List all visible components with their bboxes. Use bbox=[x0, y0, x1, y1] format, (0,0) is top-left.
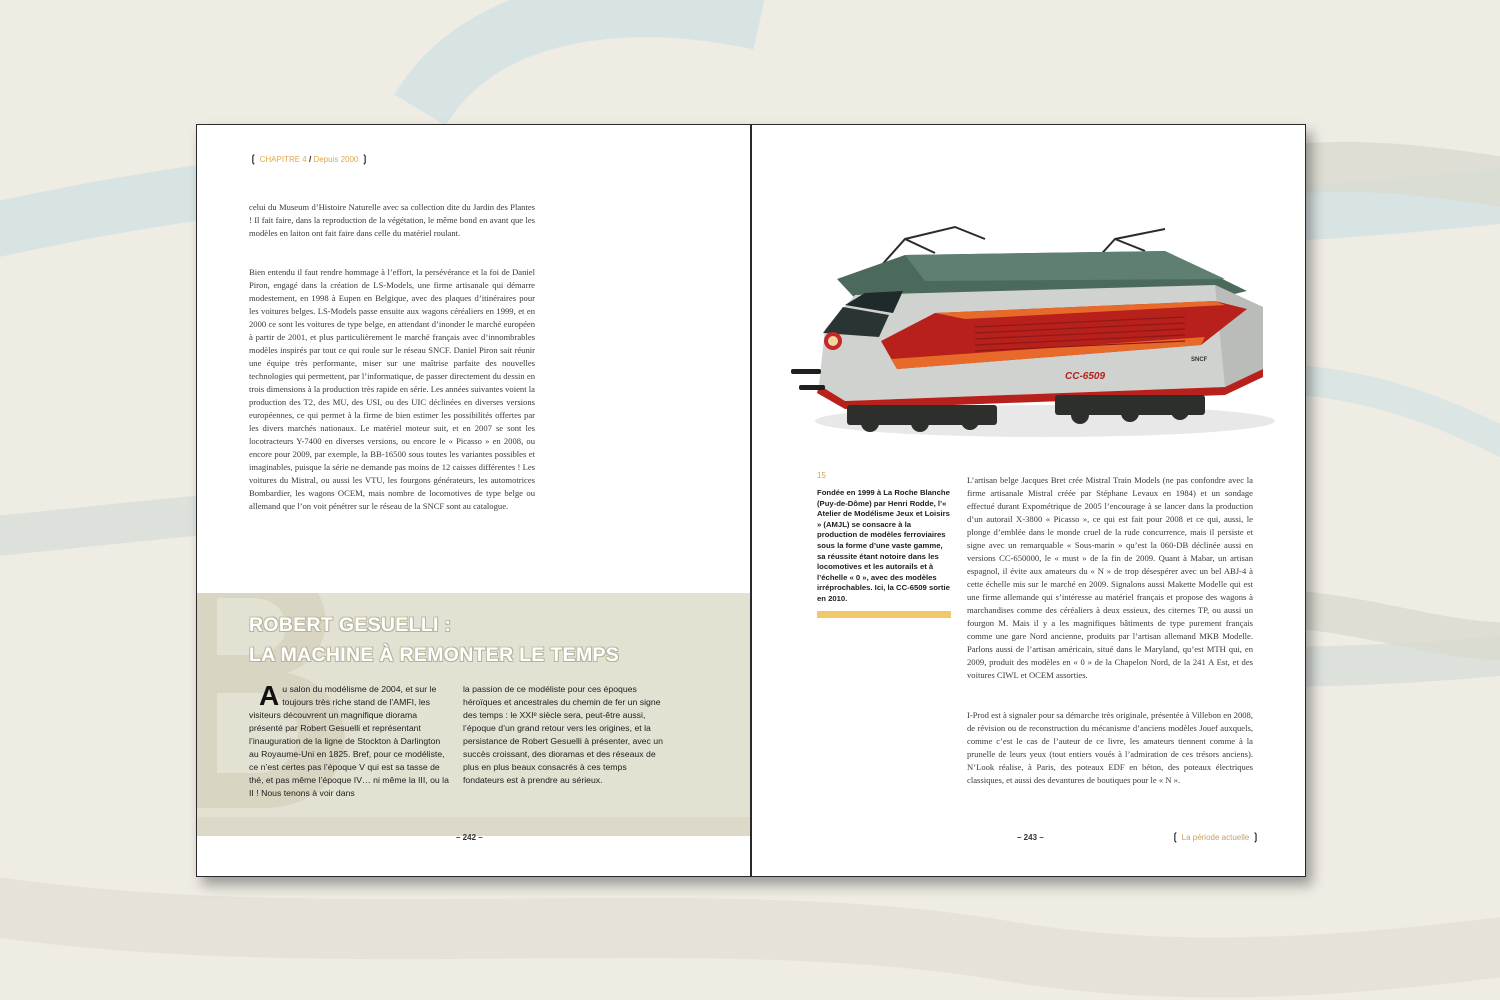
caption-number: 15 bbox=[817, 471, 826, 480]
section-label: Depuis 2000 bbox=[313, 155, 359, 164]
caption-accent-bar bbox=[817, 611, 951, 618]
body-paragraph: L’artisan belge Jacques Bret crée Mistral Train Models (ne pas confondre avec la firme artisanale Mistral créée par Stéphane Levaux en 1984) et un sondage effectué durant Expométrique de 2005 l’encourage à se lancer dans la production d’un autorail X-3800 « Picasso », ce qui est fait pour 2008 et ce qui, aussi, le plonge d’emblée dans le monde cruel de la rude concurrence, mais il persiste et signe avec un remarquable « Sous-marin » qu’est la 060-DB déclinée aussi en versions CC-650000, le « must » de la fin de 2009. Quant à Mabar, un artisan espagnol, il évite aux amateurs du « N » de trop désespérer avec un bel ABJ-4 à cette échelle mis sur le marché en 2009. Signalons aussi Makette Modelle qui est une firme allemande qui s’intéresse au matériel français et propose des wagons à marchandises comme des céréaliers à deux essieux, des citernes TP, ou aussi un fourgon M. Mais il y a les magnifiques bâtiments de type purement français comme une gare Nord ancienne, produits par l’artisan allemand MKB Modelle. Parlons aussi de l’artisan américain, situé dans le Maryland, qu’est MTH qui, en 2009, produit des modèles en « 0 » de la Chapelon Nord, de la 241 A Est, et des voitures CIWL et OCEM assorties. bbox=[967, 475, 1253, 680]
body-paragraph: I-Prod est à signaler pour sa démarche très originale, présentée à Villebon en 2008, de révision ou de reconstruction du mécanisme d’anciens modèles Jouef auxquels, comme c’est le cas de l’auteur de ce livre, les amateurs tiennent comme à la prunelle de leurs yeux (tout entiers voués à l’admiration de ces trésors anciens). N’Look réalise, à Paris, des poteaux EDF en béton, des poteaux électriques classiques, et aussi des devantures de boutiques pour le « N ». bbox=[967, 710, 1253, 785]
loco-brand-label: SNCF bbox=[1191, 357, 1208, 363]
running-foot bbox=[1171, 832, 1260, 843]
bracket-open-icon: ❲ bbox=[249, 154, 258, 165]
running-foot-label: La période actuelle bbox=[1181, 833, 1250, 842]
section-title-line: LA MACHINE À REMONTER LE TEMPS bbox=[249, 644, 620, 666]
right-page bbox=[751, 125, 1305, 876]
bracket-open-icon: ❲ bbox=[1171, 832, 1180, 843]
locomotive-photo bbox=[785, 209, 1285, 449]
intro-column-2: la passion de ce modéliste pour ces époques héroïques et ancestrales du chemin de fer un signe des temps : le XXIᵉ siècle sera, peut-être aussi, l’époque d’un grand retour vers les origines, et la persistance de Robert Gesuelli à présenter, avec un succès croissant, des dioramas et des réseaux de plus en plus beaux consacrés à ces temps fondateurs est à prendre au sérieux. bbox=[463, 684, 663, 785]
chapter-label: CHAPITRE 4 bbox=[259, 155, 307, 164]
loco-number-label: CC-6509 bbox=[1065, 371, 1106, 382]
body-paragraph: celui du Museum d’Histoire Naturelle avec sa collection dite du Jardin des Plantes ! Il fait faire, dans la reproduction de la végétation, le même bond en avant que les modèles en laiton ont fait faire dans celle du matériel roulant. bbox=[249, 202, 535, 238]
body-paragraph: Bien entendu il faut rendre hommage à l’effort, la persévérance et la foi de Daniel Piron, engagé dans la création de LS-Models, une firme artisanale qui démarre modestement, en 1998 à Eupen en Belgique, avec des plaques d’itinéraires pour les voitures belges. LS-Models passe ensuite aux wagons céréaliers en 1999, et en 2000 ce sont les voitures de type belge, en attendant d’inonder le marché européen à partir de 2001, et plus particulièrement le marché français avec d’innombrables modèles inspirés par tout ce qui roule sur le réseau SNCF. Daniel Piron sait réunir une équipe très performante, miser sur une maîtrise parfaite des nouvelles technologies qui permettent, par l’informatique, de passer directement du dessin en trois dimensions à la production très rapide en série. Les années suivantes voient la production des T2, des MU, des USI, ou des UIC déclinées en diverses versions européennes, ce qui permet à la firme de bien estimer les possibilités offertes par les divers marchés nationaux. Le matériel moteur suit, et en 2007 se sont les locotracteurs Y-7400 en diverses versions, ou encore le « Picasso » en 2008, ou encore pour 2009, par exemple, la BB-16500 sous toutes les variantes possibles et imaginables, puisque la série ne demande pas moins de 12 caisses différentes ! Les voitures du Mistral, ou aussi les VTU, les fourgons générateurs, les automotrices Bombardier, les wagons OCEM, mais nombre de locomotives de type belge ou allemand que l’on voit pénétrer sur le réseau de la SNCF sont au catalogue. bbox=[249, 267, 535, 511]
page-number: – 243 – bbox=[1017, 833, 1044, 842]
running-head bbox=[249, 154, 369, 165]
photo-caption: Fondée en 1999 à La Roche Blanche (Puy-de-Dôme) par Henri Rodde, l’« Atelier de Modélisme Jeux et Loisirs » (AMJL) se consacre à la production de modèles ferroviaires sous la forme d’une vaste gamme, sa réussite étant notoire dans les locomotives et les autorails et à l’échelle « 0 », avec des modèles irréprochables. Ici, la CC-6509 sortie en 2010. bbox=[817, 488, 950, 603]
left-page bbox=[197, 125, 750, 876]
drop-cap: A bbox=[259, 680, 280, 711]
separator-slash-icon: / bbox=[308, 155, 312, 164]
page-number: – 242 – bbox=[456, 833, 483, 842]
bracket-close-icon: ❳ bbox=[360, 154, 369, 165]
bracket-close-icon: ❳ bbox=[1251, 832, 1260, 843]
book-spread bbox=[196, 124, 1306, 877]
section-title bbox=[249, 610, 689, 670]
intro-text: u salon du modélisme de 2004, et sur le toujours très riche stand de l’AMFI, les visiteurs découvrent un magnifique diorama présenté par Robert Gesuelli et représentant l’inauguration de la ligne de Stockton à Darlington au Royaume-Uni en 1825. Bref, pour ce modéliste, ce n’est certes pas l’époque V qui est sa tasse de thé, et pas même l’époque IV… ni même la III, ou la II ! Nous tenons à voir dans bbox=[249, 684, 449, 798]
section-title-line: ROBERT GESUELLI : bbox=[249, 614, 452, 636]
intro-column-1 bbox=[249, 680, 449, 800]
